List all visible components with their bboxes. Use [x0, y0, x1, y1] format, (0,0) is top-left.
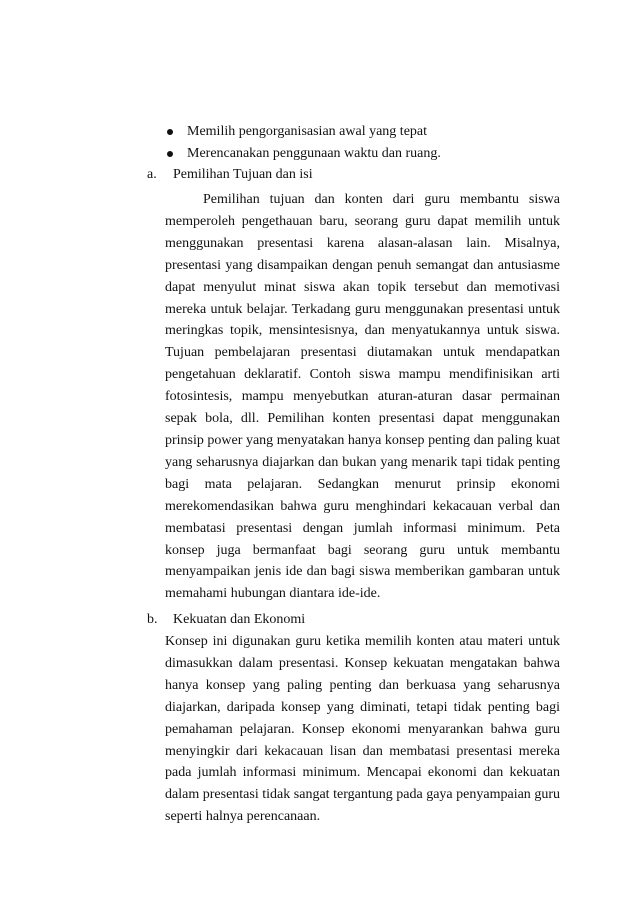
bullet-item	[165, 121, 441, 143]
section-a-title: Pemilihan Tujuan dan isi	[173, 167, 313, 182]
section-b-paragraph: Konsep ini digunakan guru ketika memilih konten atau materi untuk dimasukkan dalam presentasi. Konsep kekuatan mengatakan bahwa hanya konsep yang paling penting dan berkuasa yang seharusnya diajarkan, daripada konsep yang diminati, tetapi tidak penting bagi pemahaman pelajaran. Konsep ekonomi menyarankan bahwa guru menyingkir dari kekacauan lisan dan membatasi presentasi mereka pada jumlah informasi minimum. Mencapai ekonomi dan kekuatan dalam presentasi tidak sangat tergantung pada gaya penyampaian guru seperti halnya perencanaan.	[165, 634, 560, 825]
bullet-text: Merencanakan penggunaan waktu dan ruang.	[187, 146, 441, 161]
bullet-icon	[167, 151, 173, 157]
section-b-marker: b.	[147, 612, 158, 627]
section-a-marker: a.	[147, 167, 157, 182]
section-b-title: Kekuatan dan Ekonomi	[173, 612, 306, 627]
section-a-paragraph: Pemilihan tujuan dan konten dari guru membantu siswa memperoleh pengethauan baru, seorang guru dapat memilih untuk menggunakan presentasi karena alasan-alasan lain. Misalnya, presentasi yang disampaikan dengan penuh semangat dan antusiasme dapat menyulut minat siswa akan topik tersebut dan memotivasi mereka untuk belajar. Terkadang guru menggunakan presentasi untuk meringkas topik, mensintesisnya, dan menyatukannya untuk siswa. Tujuan pembelajaran presentasi diutamakan untuk mendapatkan pengetahuan deklaratif. Contoh siswa mampu mendifinisikan arti fotosintesis, mampu menyebutkan aturan-aturan dasar permainan sepak bola, dll. Pemilihan konten presentasi dapat menggunakan prinsip power yang menyatakan hanya konsep penting dan paling kuat yang seharusnya diajarkan dan bukan yang menarik tapi tidak penting bagi mata pelajaran. Sedangkan menurut prinsip ekonomi merekomendasikan bahwa guru menghindari kekacauan verbal dan membatasi presentasi dengan jumlah informasi minimum. Peta konsep juga bermanfaat bagi seorang guru untuk membantu menyampaikan jenis ide dan bagi siswa memberikan gambaran untuk memahami hubungan diantara ide-ide.	[165, 192, 560, 602]
section-b-heading	[147, 609, 305, 631]
bullet-item	[165, 143, 441, 165]
bullet-icon	[167, 129, 173, 135]
bullet-text: Memilih pengorganisasian awal yang tepat	[187, 124, 428, 139]
bullet-list	[165, 121, 441, 165]
section-a-heading	[147, 164, 313, 186]
